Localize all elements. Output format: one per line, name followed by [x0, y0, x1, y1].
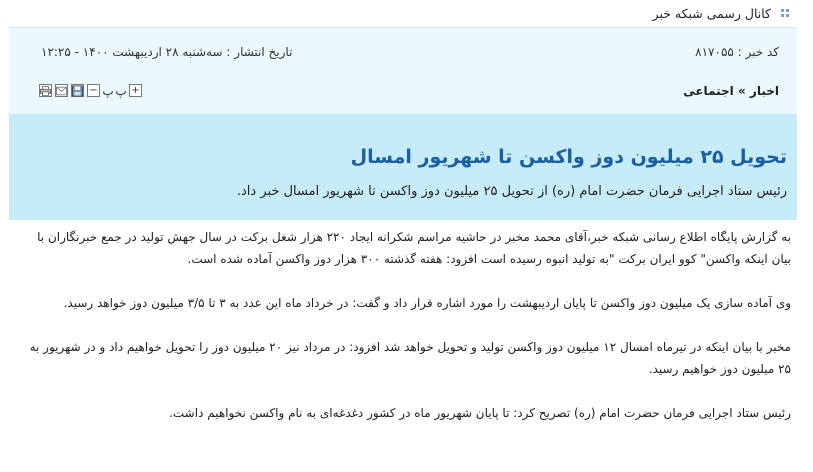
article-paragraph: وی آماده سازی یک میلیون دوز واکسن تا پایان اردیبهشت را مورد اشاره قرار داد و گفت: در خرداد ماه این عدد به ۳ تا ۳/۵ میلیون دوز خواهد رسید. — [63, 296, 791, 310]
channel-link[interactable]: کانال رسمی شبکه خبر — [652, 5, 771, 21]
article-title-box — [9, 114, 797, 220]
article-body — [21, 226, 791, 446]
article-toolbar — [39, 84, 142, 97]
article-paragraph: رئیس ستاد اجرایی فرمان حضرت امام (ره) تصریح کرد: تا پایان شهریور ماه در کشور دغدغه‌ای به نام واکسن نخواهیم داشت. — [169, 406, 791, 420]
print-icon[interactable] — [39, 84, 52, 97]
news-meta-box — [9, 27, 797, 114]
channel-link-bar — [0, 0, 813, 26]
save-icon[interactable] — [71, 84, 84, 97]
breadcrumb — [683, 84, 779, 98]
font-increase-icon[interactable]: + — [129, 84, 142, 97]
publish-date: تاریخ انتشار : سه‌شنبه ۲۸ اردیبهشت ۱۴۰۰ - ۱۲:۲۵ — [41, 45, 293, 59]
breadcrumb-parent[interactable]: اخبار — [749, 84, 779, 98]
font-small-button[interactable]: پ — [102, 83, 114, 98]
breadcrumb-separator: » — [737, 84, 746, 98]
article-paragraph: مخبر با بیان اینکه در تیرماه امسال ۱۲ میلیون دوز واکسن تولید و تحویل خواهد شد افزود: در مرداد نیز ۲۰ میلیون دوز را تحویل خواهیم داد و در شهریور به ۲۵ میلیون دوز خواهیم رسید. — [29, 340, 791, 376]
email-icon[interactable] — [55, 84, 68, 97]
article-paragraph: به گزارش پایگاه اطلاع رسانی شبکه خبر،آقای محمد مخبر در حاشیه مراسم شکرانه ایجاد ۲۲۰ هزار شغل برکت در سال جهش تولید در جمع خبرنگاران با بیان اینکه واکسن" کوو ایران برکت "به تولید انبوه رسیده است افزود: هفته گذشته ۳۰۰ هزار دوز واکسن آماده شده است. — [37, 230, 791, 266]
font-normal-button[interactable]: پ — [115, 83, 127, 98]
news-code: کد خبر : ۸۱۷۰۵۵ — [695, 45, 779, 59]
article-lead: رئیس ستاد اجرایی فرمان حضرت امام (ره) از تحویل ۲۵ میلیون دوز واکسن تا شهریور امسال خبر داد. — [236, 184, 787, 199]
bullet-icon — [781, 9, 789, 17]
breadcrumb-current[interactable]: اجتماعی — [683, 84, 734, 98]
article-headline: تحویل ۲۵ میلیون دوز واکسن تا شهریور امسال — [350, 146, 787, 168]
font-decrease-icon[interactable]: − — [87, 84, 100, 97]
